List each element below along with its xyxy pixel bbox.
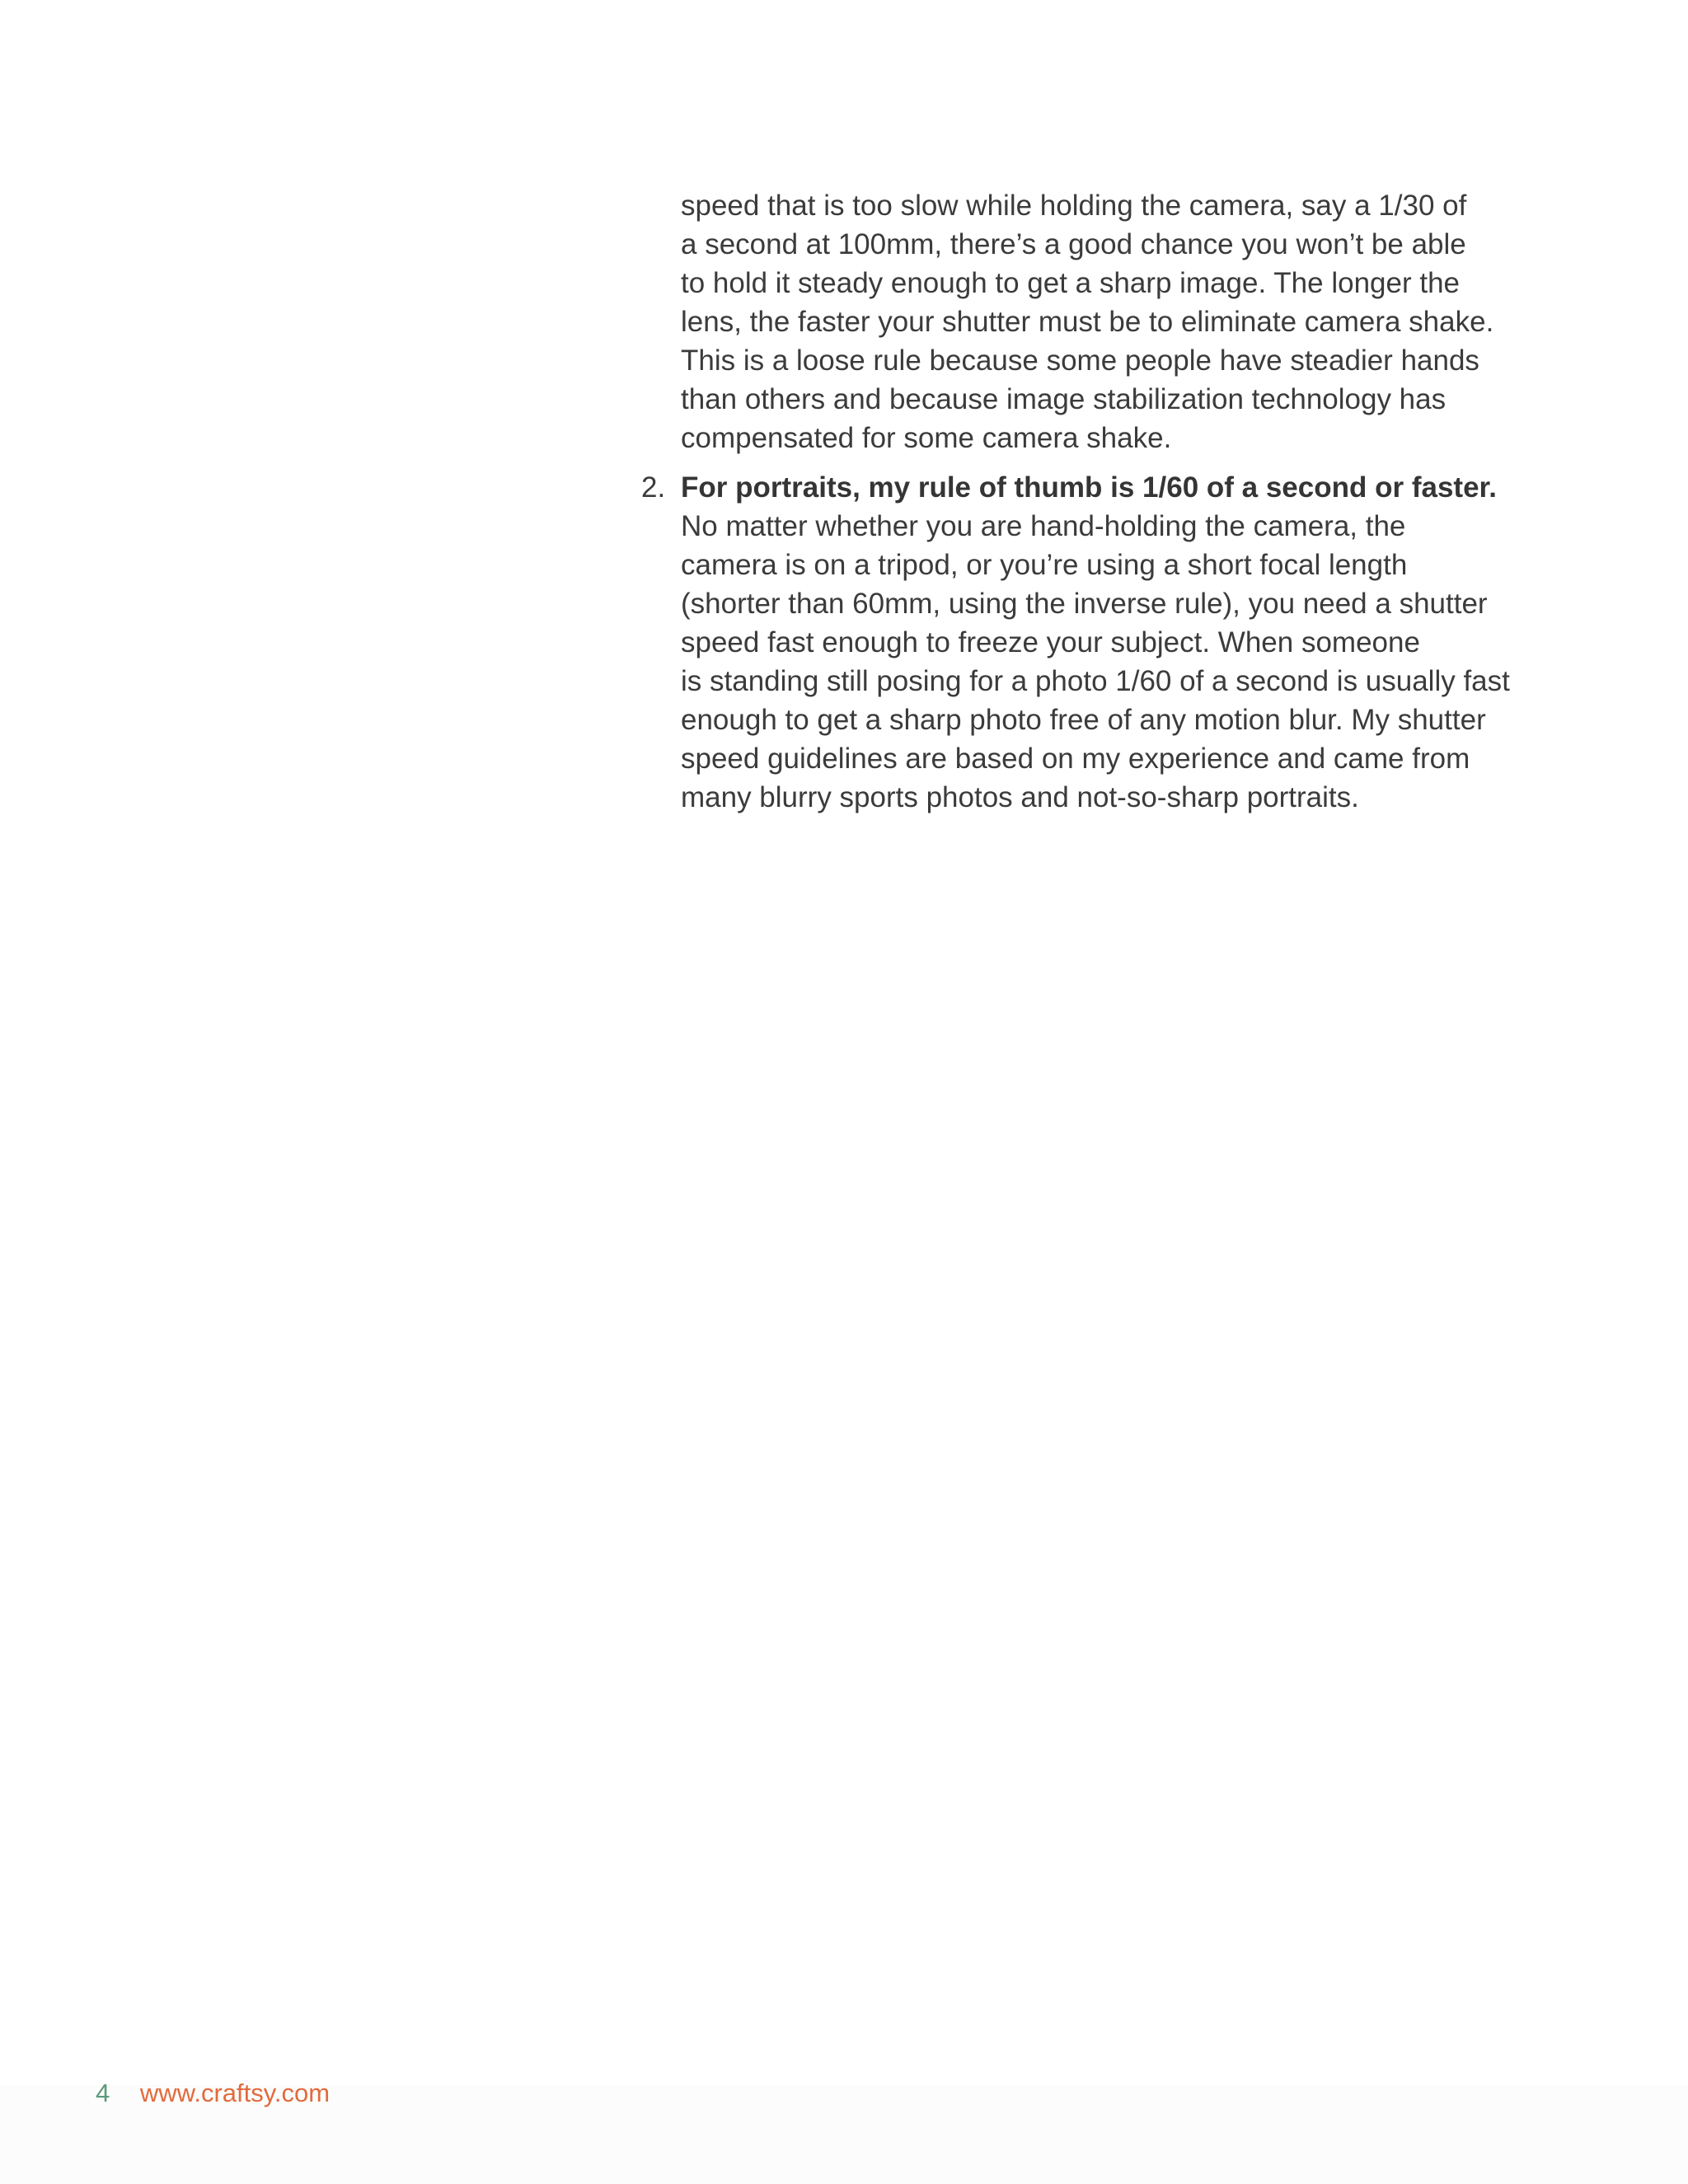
list-item-line: speed fast enough to freeze your subject. When someone [681,626,1420,658]
list-item-line: (shorter than 60mm, using the inverse rule), you need a shutter [681,588,1488,620]
continued-paragraph [681,186,1596,457]
list-item-heading: For portraits, my rule of thumb is 1/60 of a second or faster. [681,471,1497,504]
page-footer [96,2077,330,2110]
list-item-line: enough to get a sharp photo free of any motion blur. My shutter [681,704,1486,736]
list-item-line: many blurry sports photos and not-so-sharp portraits. [681,781,1359,813]
list-item-line: speed guidelines are based on my experience and came from [681,743,1470,775]
list-item-line: is standing still posing for a photo 1/60 of a second is usually fast [681,665,1510,697]
paragraph-line: speed that is too slow while holding the camera, say a 1/30 of [681,190,1467,222]
paragraph-line: than others and because image stabilization technology has [681,383,1447,415]
list-item-number: 2. [641,471,666,504]
paragraph-line: to hold it steady enough to get a sharp image. The longer the [681,267,1460,299]
paragraph-line: lens, the faster your shutter must be to eliminate camera shake. [681,306,1494,338]
footer-url-link[interactable]: www.craftsy.com [139,2079,331,2107]
page-number: 4 [96,2079,110,2107]
paragraph-line: a second at 100mm, there’s a good chance you won’t be able [681,228,1466,260]
paragraph-line: This is a loose rule because some people have steadier hands [681,344,1479,377]
list-item-2 [641,468,1596,817]
list-item-line: No matter whether you are hand-holding the camera, the [681,510,1406,542]
article-body [641,186,1596,817]
list-item-line: camera is on a tripod, or you’re using a short focal length [681,549,1408,581]
paragraph-line: compensated for some camera shake. [681,422,1172,454]
